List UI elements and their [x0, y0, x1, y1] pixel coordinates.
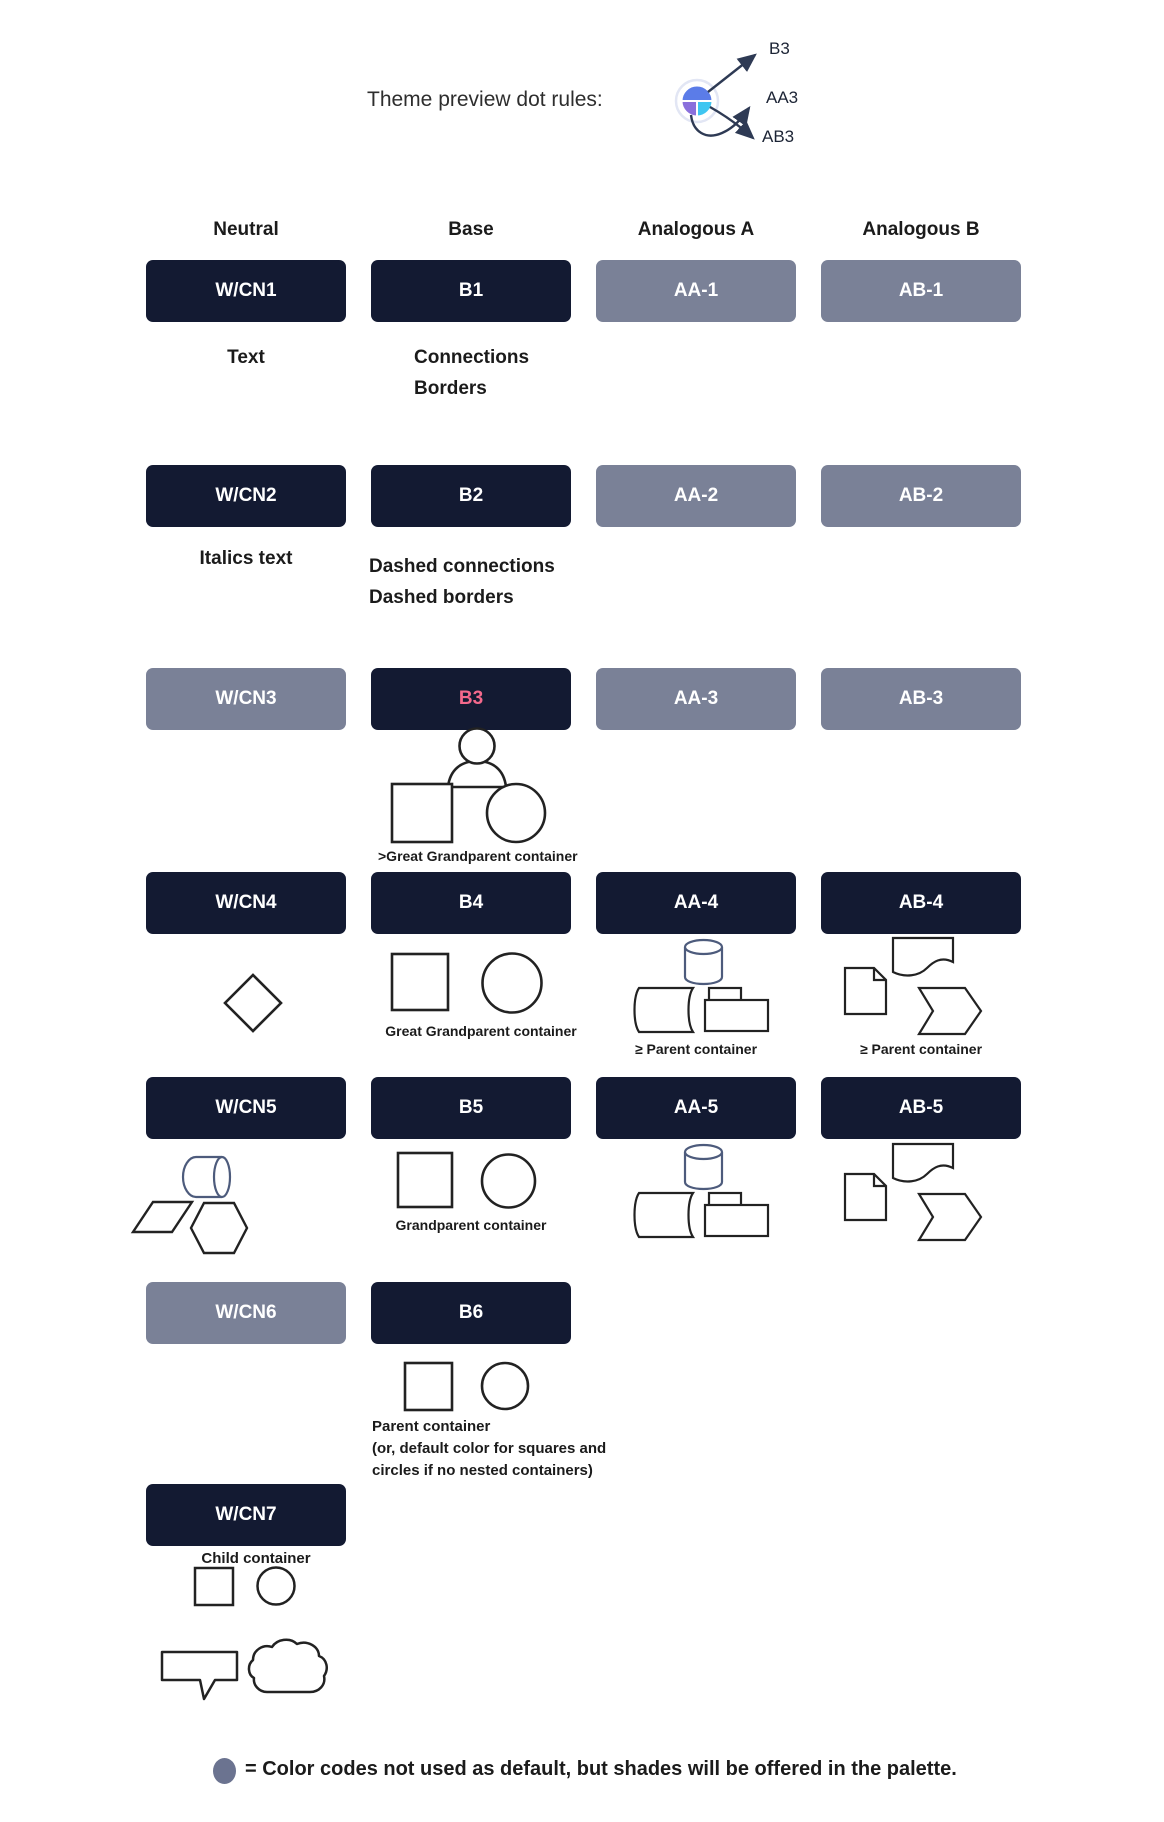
square-icon	[398, 1153, 452, 1207]
note-child-container: Child container	[201, 1550, 311, 1567]
swatch-ab1[interactable]: AB-1	[821, 260, 1021, 322]
square-icon	[392, 784, 452, 842]
h-cylinder-cap-icon	[214, 1157, 230, 1197]
note-borders: Borders	[414, 378, 487, 399]
swatch-wcn4[interactable]: W/CN4	[146, 872, 346, 934]
stored-data-icon	[635, 988, 694, 1032]
circle-icon	[482, 1155, 535, 1208]
stored-data-icon	[635, 1193, 694, 1237]
aa5-shape-group	[625, 1140, 775, 1245]
arrow-to-b3	[708, 55, 755, 92]
column-header-analogous-b: Analogous B	[862, 219, 980, 240]
swatch-b1[interactable]: B1	[371, 260, 571, 322]
cylinder-top-icon	[685, 940, 722, 954]
swatch-aa4[interactable]: AA-4	[596, 872, 796, 934]
b5-shape-group	[395, 1150, 555, 1212]
hexagon-icon	[191, 1203, 247, 1253]
square-icon	[392, 954, 448, 1010]
note-dashed-connections: Dashed connections	[369, 556, 555, 577]
folder-body-icon	[705, 1000, 768, 1031]
circle-icon	[258, 1568, 295, 1605]
swatch-aa5[interactable]: AA-5	[596, 1077, 796, 1139]
cylinder-top-icon	[685, 1145, 722, 1159]
square-icon	[195, 1568, 233, 1605]
theme-preview-dot-icon	[630, 25, 830, 170]
note-great-grandparent-gt: >Great Grandparent container	[378, 848, 578, 864]
swatch-wcn6[interactable]: W/CN6	[146, 1282, 346, 1344]
wave-card-icon	[893, 1144, 953, 1181]
folder-body-icon	[705, 1205, 768, 1236]
dot-rule-label-ab3: AB3	[762, 127, 795, 146]
note-parent-ab4: ≥ Parent container	[859, 1041, 983, 1057]
note-grandparent: Grandparent container	[395, 1217, 547, 1233]
swatch-ab4[interactable]: AB-4	[821, 872, 1021, 934]
parallelogram-icon	[133, 1202, 192, 1232]
diamond-icon	[225, 975, 281, 1031]
swatch-aa1[interactable]: AA-1	[596, 260, 796, 322]
note-parent-container: Parent container	[372, 1418, 491, 1435]
dot-rule-label-b3: B3	[769, 39, 790, 58]
note-great-grandparent: Great Grandparent container	[385, 1023, 577, 1039]
swatch-b6[interactable]: B6	[371, 1282, 571, 1344]
swatch-aa3[interactable]: AA-3	[596, 668, 796, 730]
swatch-b5[interactable]: B5	[371, 1077, 571, 1139]
chevron-banner-icon	[919, 1194, 981, 1240]
swatch-ab5[interactable]: AB-5	[821, 1077, 1021, 1139]
misc-shape-group	[158, 1638, 338, 1704]
swatch-b3[interactable]: B3	[371, 668, 571, 730]
wave-card-icon	[893, 938, 953, 975]
note-connections: Connections	[414, 347, 530, 368]
chevron-banner-icon	[919, 988, 981, 1034]
aa4-shape-group	[625, 935, 775, 1040]
column-header-analogous-a: Analogous A	[637, 219, 755, 240]
swatch-ab2[interactable]: AB-2	[821, 465, 1021, 527]
speech-bubble-icon	[162, 1652, 237, 1699]
note-parent-aa4: ≥ Parent container	[634, 1041, 758, 1057]
cloud-icon	[249, 1640, 327, 1692]
dot-rule-label-aa3: AA3	[766, 88, 799, 107]
circle-icon	[482, 1363, 528, 1409]
wcn4-shape-group	[222, 972, 284, 1034]
circle-icon	[487, 784, 545, 842]
column-header-base: Base	[448, 219, 494, 240]
circle-icon	[483, 954, 542, 1013]
swatch-wcn5[interactable]: W/CN5	[146, 1077, 346, 1139]
swatch-aa2[interactable]: AA-2	[596, 465, 796, 527]
b4-shape-group	[390, 950, 550, 1020]
note-parent-container-sub2: circles if no nested containers)	[372, 1462, 593, 1479]
ab4-shape-group	[835, 932, 995, 1040]
document-icon	[845, 1174, 886, 1220]
swatch-b4[interactable]: B4	[371, 872, 571, 934]
legend-text: = Color codes not used as default, but shades will be offered in the palette.	[245, 1758, 957, 1780]
wcn5-shape-group	[130, 1145, 260, 1260]
person-head-icon	[460, 729, 495, 764]
page-title: Theme preview dot rules:	[367, 88, 603, 111]
swatch-wcn7[interactable]: W/CN7	[146, 1484, 346, 1546]
legend-dot-icon	[213, 1758, 236, 1784]
swatch-wcn2[interactable]: W/CN2	[146, 465, 346, 527]
swatch-ab3[interactable]: AB-3	[821, 668, 1021, 730]
swatch-wcn3[interactable]: W/CN3	[146, 668, 346, 730]
ab5-shape-group	[835, 1138, 995, 1246]
note-text: Text	[227, 347, 265, 368]
column-header-neutral: Neutral	[213, 219, 279, 240]
note-italics-text: Italics text	[199, 548, 293, 569]
person-shoulders-icon	[448, 761, 506, 787]
document-icon	[845, 968, 886, 1014]
note-parent-container-sub1: (or, default color for squares and	[372, 1440, 607, 1457]
b6-shape-group	[400, 1358, 540, 1414]
note-dashed-borders: Dashed borders	[369, 587, 514, 608]
swatch-wcn1[interactable]: W/CN1	[146, 260, 346, 322]
swatch-b2[interactable]: B2	[371, 465, 571, 527]
wcn7-shape-group	[190, 1563, 310, 1611]
square-icon	[405, 1363, 452, 1410]
